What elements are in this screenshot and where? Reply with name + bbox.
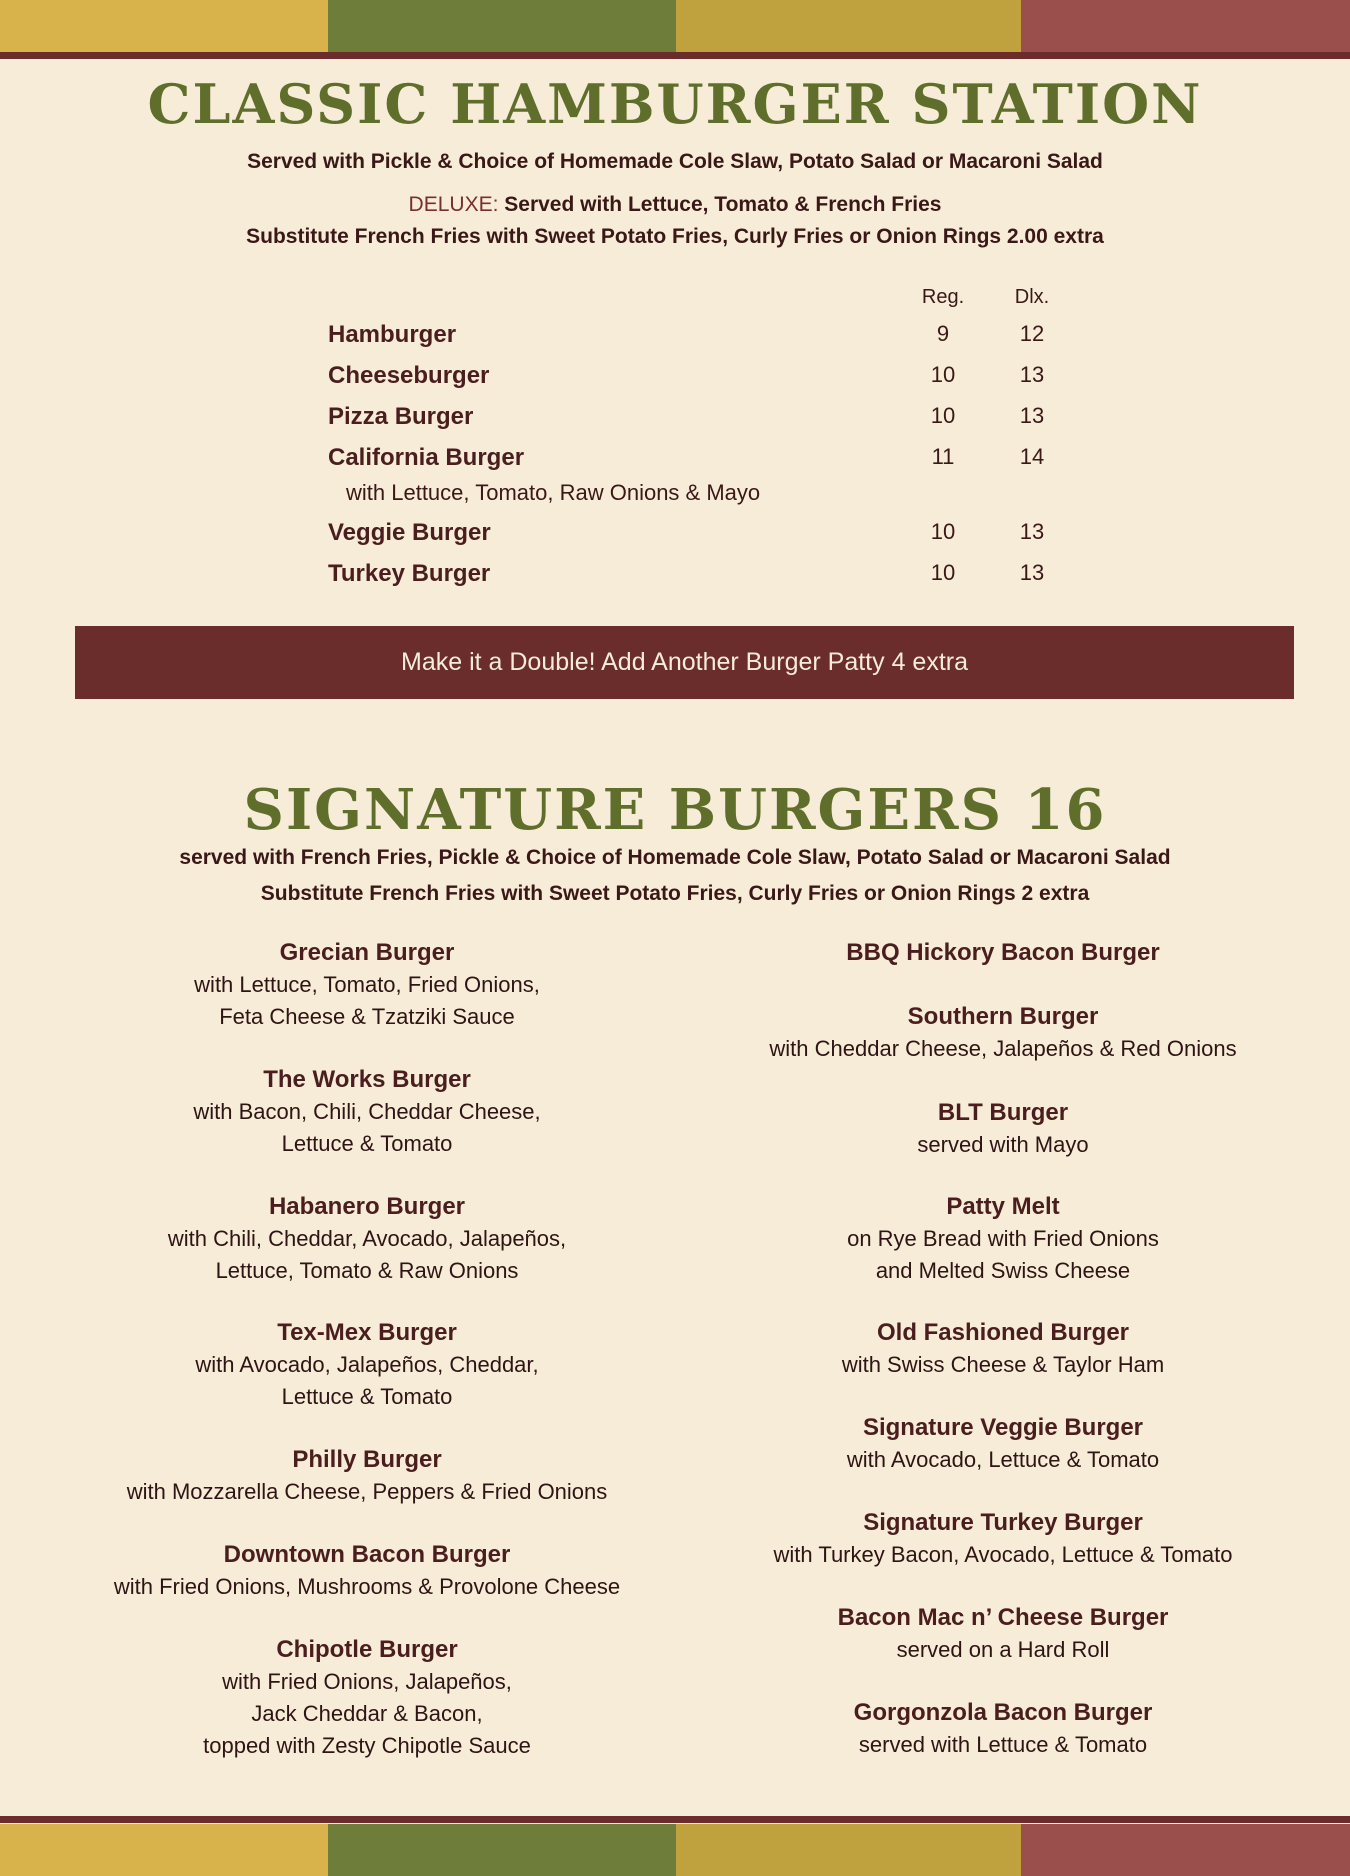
- burger-name: Southern Burger: [907, 1003, 1099, 1030]
- stripe-gold: [0, 0, 328, 52]
- stripe-gold: [0, 1824, 328, 1876]
- burger-name: Patty Melt: [946, 1193, 1060, 1220]
- burger-card: [693, 1191, 1313, 1287]
- price-deluxe: 12: [1019, 321, 1045, 346]
- price-regular: 10: [930, 519, 956, 544]
- burger-card: [57, 1191, 677, 1287]
- stripe-mustard: [676, 0, 1021, 52]
- burger-description: with Swiss Cheese & Taylor Ham: [841, 1352, 1165, 1377]
- deluxe-text: Served with Lettuce, Tomato & French Fries: [498, 193, 942, 216]
- item-name: Pizza Burger: [328, 403, 474, 430]
- burger-description: with Lettuce, Tomato, Fried Onions, Feta Cheese & Tzatziki Sauce: [194, 972, 540, 1029]
- signature-title: SIGNATURE BURGERS 16: [243, 777, 1107, 843]
- double-patty-banner: Make it a Double! Add Another Burger Patty 4 extra: [75, 626, 1294, 699]
- price-regular: 10: [930, 362, 956, 387]
- burger-name: Gorgonzola Bacon Burger: [853, 1699, 1153, 1726]
- col-deluxe: Dlx.: [1014, 286, 1050, 308]
- item-name: California Burger: [328, 444, 525, 471]
- deluxe-label: DELUXE:: [408, 193, 499, 216]
- burger-name: Old Fashioned Burger: [876, 1319, 1130, 1346]
- burger-description: served on a Hard Roll: [896, 1637, 1110, 1662]
- burger-description: with Turkey Bacon, Avocado, Lettuce & Tomato: [773, 1542, 1233, 1567]
- menu-item-row: [328, 321, 1068, 357]
- item-name: Hamburger: [328, 321, 457, 348]
- burger-description: with Avocado, Lettuce & Tomato: [846, 1447, 1160, 1472]
- burger-description: with Chili, Cheddar, Avocado, Jalapeños, Lettuce, Tomato & Raw Onions: [167, 1226, 567, 1283]
- menu-item-row: [328, 519, 1068, 555]
- burger-card: [693, 1697, 1313, 1761]
- menu-item-row: [328, 362, 1068, 398]
- burger-card: [57, 1539, 677, 1603]
- stripe-mustard: [676, 1824, 1021, 1876]
- burger-description: served with Lettuce & Tomato: [858, 1732, 1148, 1757]
- price-deluxe: 13: [1019, 519, 1045, 544]
- burger-card: [693, 1001, 1313, 1065]
- price-regular: 10: [930, 403, 956, 428]
- signature-served-with: served with French Fries, Pickle & Choice of Homemade Cole Slaw, Potato Salad or Macaroni Salad: [179, 846, 1171, 869]
- stripe-maroon: [1021, 0, 1350, 52]
- burger-card: [57, 1317, 677, 1413]
- burger-description: with Mozzarella Cheese, Peppers & Fried Onions: [126, 1479, 608, 1504]
- burger-description: with Bacon, Chili, Cheddar Cheese, Lettuce & Tomato: [193, 1099, 541, 1156]
- burger-description: with Avocado, Jalapeños, Cheddar, Lettuce & Tomato: [195, 1352, 539, 1409]
- burger-description: on Rye Bread with Fried Onions and Melted Swiss Cheese: [847, 1226, 1159, 1283]
- deluxe-line: [0, 193, 1350, 217]
- burger-name: Downtown Bacon Burger: [223, 1541, 511, 1568]
- item-name: Cheeseburger: [328, 362, 490, 389]
- price-deluxe: 14: [1019, 444, 1045, 469]
- signature-substitute: Substitute French Fries with Sweet Potato Fries, Curly Fries or Onion Rings 2 extra: [260, 882, 1090, 905]
- burger-card: [57, 1634, 677, 1762]
- menu-item-row: [328, 444, 1068, 480]
- item-name: Veggie Burger: [328, 519, 491, 546]
- item-note: with Lettuce, Tomato, Raw Onions & Mayo: [346, 480, 761, 505]
- burger-name: Chipotle Burger: [276, 1636, 458, 1663]
- col-regular: Reg.: [921, 286, 965, 308]
- classic-served-with: Served with Pickle & Choice of Homemade Cole Slaw, Potato Salad or Macaroni Salad: [247, 150, 1103, 173]
- burger-card: [57, 1444, 677, 1508]
- price-regular: 9: [936, 321, 950, 346]
- burger-name: Bacon Mac n’ Cheese Burger: [837, 1604, 1169, 1631]
- burger-description: with Fried Onions, Mushrooms & Provolone Cheese: [113, 1574, 621, 1599]
- bottom-divider: [0, 1816, 1350, 1823]
- burger-card: [693, 1317, 1313, 1381]
- stripe-maroon: [1021, 1824, 1350, 1876]
- classic-title: CLASSIC HAMBURGER STATION: [147, 72, 1203, 136]
- item-name: Turkey Burger: [328, 560, 491, 587]
- burger-name: BLT Burger: [937, 1099, 1069, 1126]
- price-column-headers: [328, 286, 1068, 322]
- stripe-olive: [328, 1824, 676, 1876]
- burger-description: served with Mayo: [917, 1132, 1089, 1157]
- price-regular: 11: [931, 444, 955, 469]
- burger-name: Philly Burger: [292, 1446, 442, 1473]
- menu-item-row: [328, 560, 1068, 596]
- burger-description: with Fried Onions, Jalapeños, Jack Cheddar & Bacon, topped with Zesty Chipotle Sauce: [203, 1669, 531, 1758]
- burger-card: [693, 1097, 1313, 1161]
- burger-description: with Cheddar Cheese, Jalapeños & Red Onions: [769, 1036, 1237, 1061]
- burger-name: Tex-Mex Burger: [277, 1319, 457, 1346]
- top-color-stripes: [0, 0, 1350, 52]
- burger-name: Habanero Burger: [268, 1193, 466, 1220]
- price-regular: 10: [930, 560, 956, 585]
- burger-name: The Works Burger: [263, 1066, 471, 1093]
- top-divider: [0, 52, 1350, 59]
- burger-name: Grecian Burger: [279, 939, 455, 966]
- burger-card: [693, 1412, 1313, 1476]
- burger-name: Signature Turkey Burger: [863, 1509, 1143, 1536]
- burger-card: [57, 1064, 677, 1160]
- burger-card: [57, 937, 677, 1033]
- burger-card: [693, 1507, 1313, 1571]
- stripe-olive: [328, 0, 676, 52]
- price-deluxe: 13: [1019, 362, 1045, 387]
- menu-item-row: [328, 403, 1068, 439]
- bottom-color-stripes: [0, 1824, 1350, 1876]
- price-deluxe: 13: [1019, 403, 1045, 428]
- burger-name: Signature Veggie Burger: [862, 1414, 1144, 1441]
- burger-card: [693, 937, 1313, 969]
- burger-card: [693, 1602, 1313, 1666]
- price-deluxe: 13: [1019, 560, 1045, 585]
- classic-substitute: Substitute French Fries with Sweet Potato Fries, Curly Fries or Onion Rings 2.00 extra: [246, 225, 1104, 248]
- burger-name: BBQ Hickory Bacon Burger: [846, 939, 1160, 966]
